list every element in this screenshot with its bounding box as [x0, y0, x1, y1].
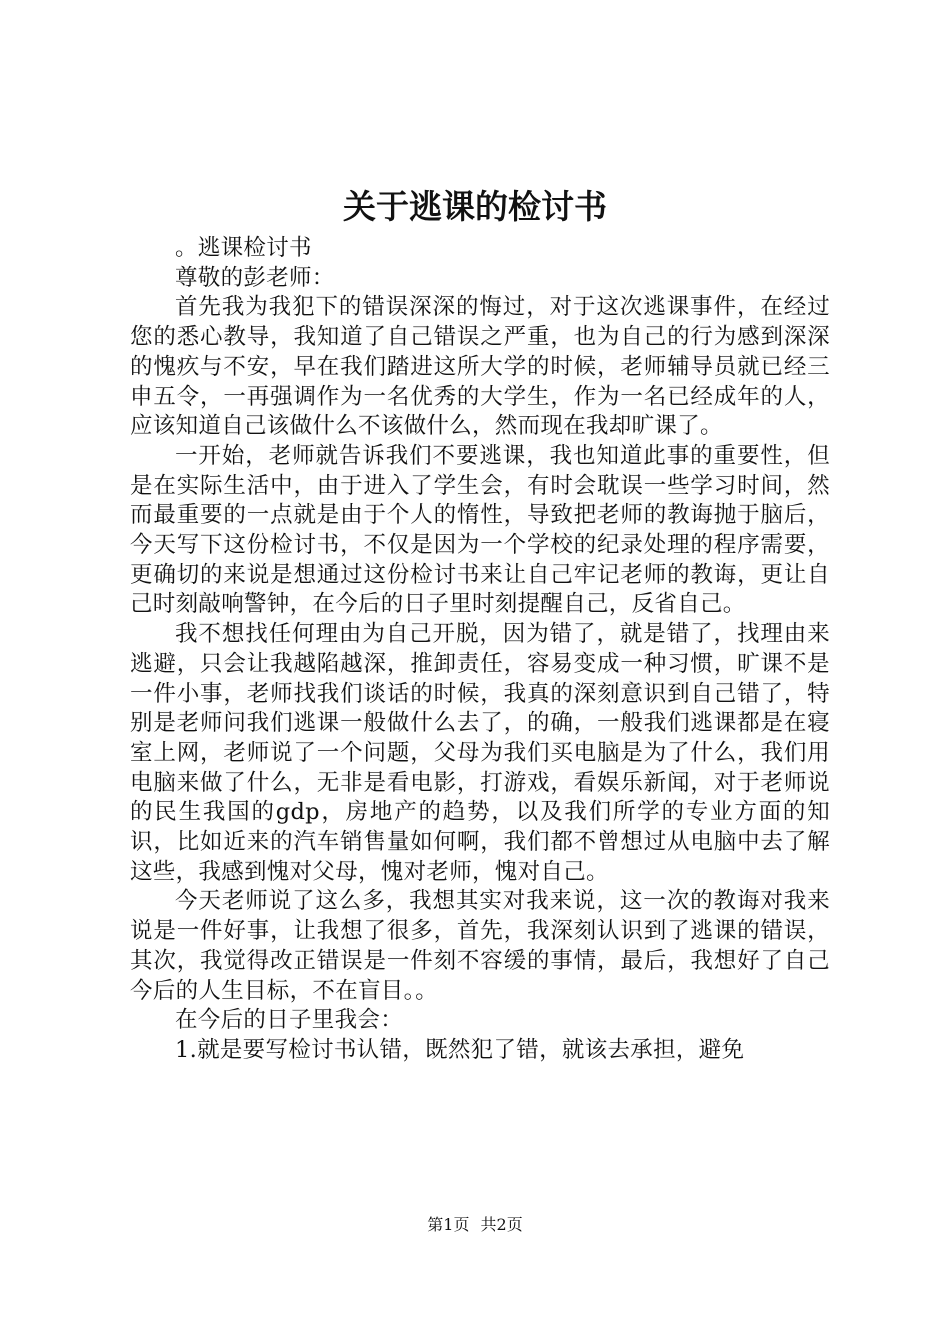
paragraph-1: 首先我为我犯下的错误深深的悔过，对于这次逃课事件，在经过您的悉心教导，我知道了自己错误之严重，也为自己的行为感到深深的愧疚与不安，早在我们踏进这所大学的时候，老师辅导员就已经三申五令，一再强调作为一名优秀的大学生，作为一名已经成年的人，应该知道自己该做什么不该做什么，然而现在我却旷课了。	[130, 294, 830, 440]
paragraph-6: 1.就是要写检讨书认错，既然犯了错，就该去承担，避免	[175, 1036, 745, 1063]
page-number-current: 第1页	[427, 1215, 470, 1234]
document-body	[130, 234, 830, 1066]
paragraph-4: 今天老师说了这么多，我想其实对我来说，这一次的教诲对我来说是一件好事，让我想了很多，首先，我深刻认识到了逃课的错误，其次，我觉得改正错误是一件刻不容缓的事情，最后，我想好了自己今后的人生目标，不在盲目。。	[130, 888, 830, 1004]
paragraph-salutation: 尊敬的彭老师：	[175, 264, 335, 291]
paragraph-heading: 。逃课检讨书	[175, 235, 312, 261]
paragraph-5: 在今后的日子里我会：	[175, 1007, 404, 1034]
document-title: 关于逃课的检讨书	[343, 187, 607, 226]
page-number-total: 共2页	[480, 1215, 523, 1234]
page-footer	[0, 1215, 950, 1235]
paragraph-2: 一开始，老师就告诉我们不要逃课，我也知道此事的重要性，但是在实际生活中，由于进入了学生会，有时会耽误一些学习时间，然而最重要的一点就是由于个人的惰性，导致把老师的教诲抛于脑后，今天写下这份检讨书，不仅是因为一个学校的纪录处理的程序需要，更确切的来说是想通过这份检讨书来让自己牢记老师的教诲，更让自己时刻敲响警钟，在今后的日子里时刻提醒自己，反省自己。	[130, 442, 830, 618]
paragraph-3: 我不想找任何理由为自己开脱，因为错了，就是错了，找理由来逃避，只会让我越陷越深，推卸责任，容易变成一种习惯，旷课不是一件小事，老师找我们谈话的时候，我真的深刻意识到自己错了，特别是老师问我们逃课一般做什么去了，的确，一般我们逃课都是在寝室上网，老师说了一个问题，父母为我们买电脑是为了什么，我们用电脑来做了什么，无非是看电影，打游戏，看娱乐新闻，对于老师说的民生我国的gdp，房地产的趋势，以及我们所学的专业方面的知识，比如近来的汽车销售量如何啊，我们都不曾想过从电脑中去了解这些，我感到愧对父母，愧对老师，愧对自己。	[130, 621, 830, 885]
